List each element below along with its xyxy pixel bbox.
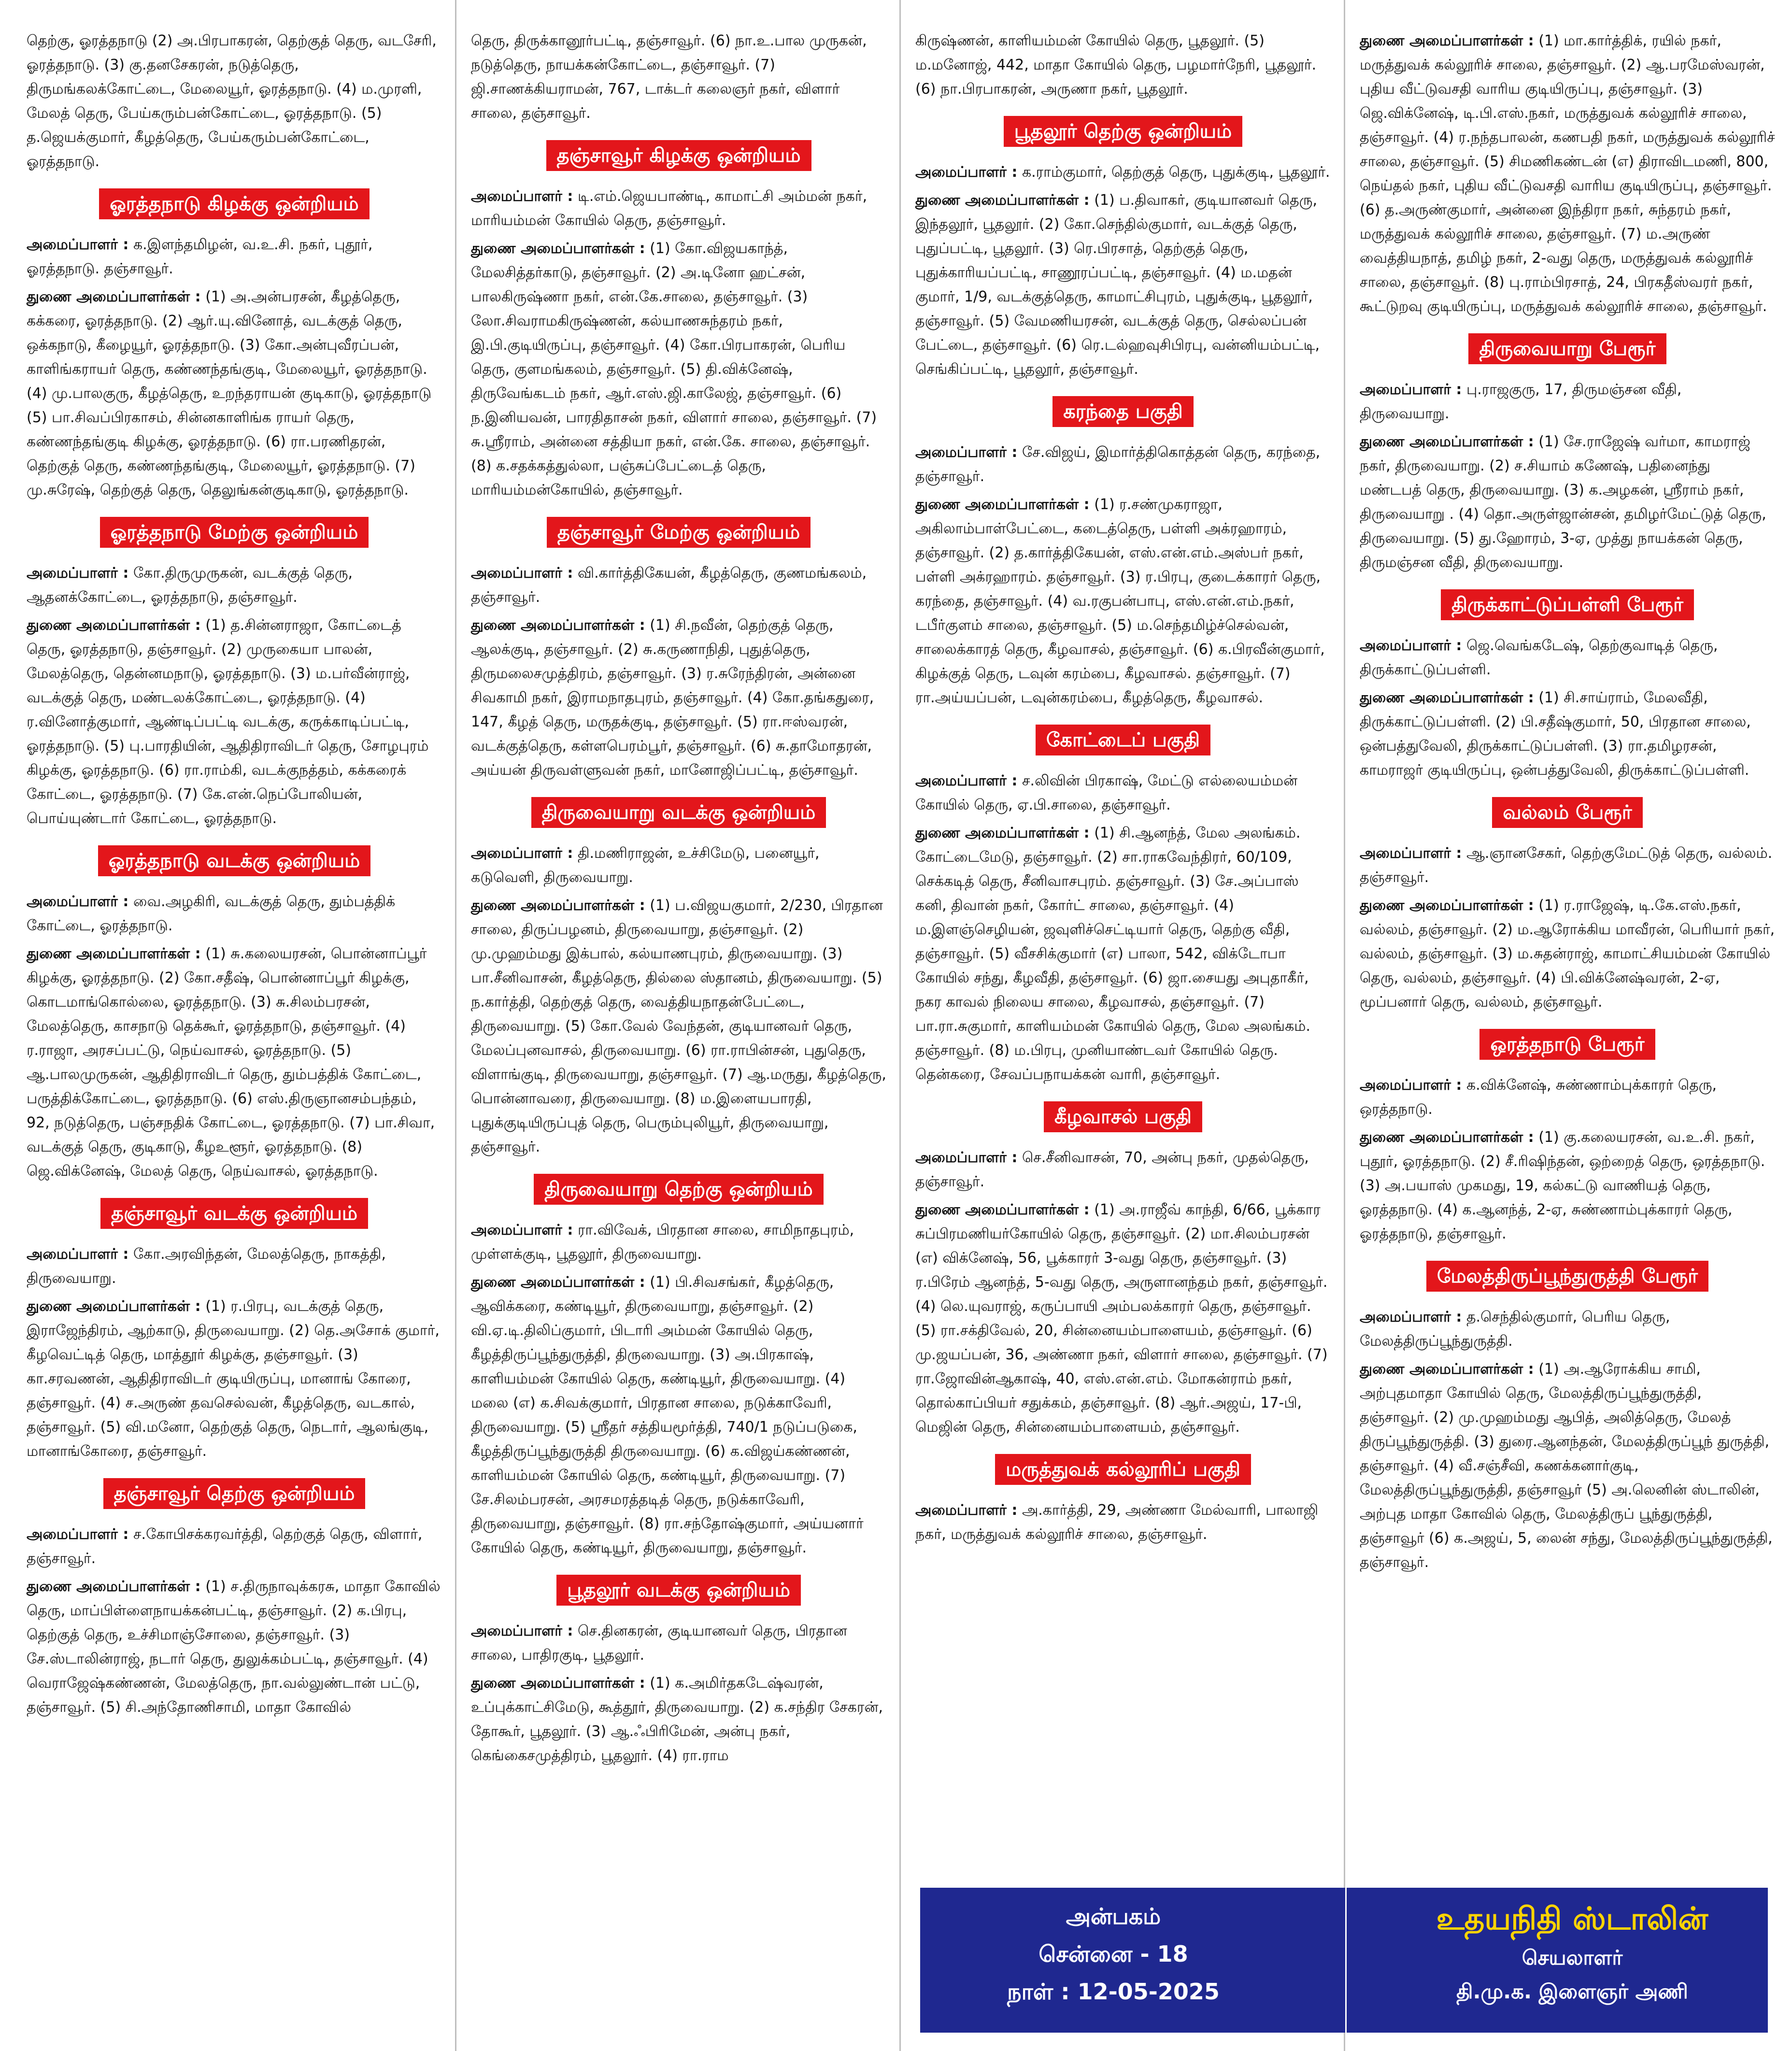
section-heading: பூதலூர் தெற்கு ஒன்றியம் [915, 116, 1331, 147]
section [27, 845, 442, 1183]
organizer-entry: அமைப்பாளர் : க.இளந்தமிழன், வ.உ.சி. நகர், புதூர், ஓரத்தநாடு. தஞ்சாவூர். [27, 236, 373, 277]
section-heading: பூதலூர் வடக்கு ஒன்றியம் [471, 1575, 886, 1606]
column-3 [915, 29, 1331, 1551]
section-heading: கீழவாசல் பகுதி [915, 1101, 1331, 1132]
column-divider [899, 0, 901, 2051]
deputy-entry: துணை அமைப்பாளர்கள் : (1) ர.சண்முகராஜா, அகிலாம்பாள்பேட்டை, கடைத்தெரு, பள்ளி அக்ரஹாரம், தஞ்சாவூர். (2) த.கார்த்திகேயன், எஸ்.என்.எம்.அஸ்பர் நகர், பள்ளி அக்ரஹாரம். தஞ்சாவூர். (3) ர.பிரபு, குடைக்காரர் தெரு, கரந்தை, தஞ்சாவூர். (4) வ.ரகுபன்பாபு, எஸ்.என்.எம்.நகர், டபீர்குளம் சாலை, தஞ்சாவூர். (5) ம.செந்தமிழ்ச்செல்வன், சாலைக்காரத் தெரு, கீழவாசல், தஞ்சாவூர். (6) க.பிரவீன்குமார், கிழக்குத் தெரு, டவுன் கரம்பை, கீழவாசல். தஞ்சாவூர். (7) ரா.அய்யப்பன், டவுன்கரம்பை, கீழத்தெரு, கீழவாசல். [915, 496, 1325, 706]
organizer-entry: அமைப்பாளர் : த.செந்தில்குமார், பெரிய தெரு, மேலத்திருப்பூந்துருத்தி. [1360, 1309, 1670, 1350]
deputy-entry: துணை அமைப்பாளர்கள் : (1) சே.ராஜேஷ் வர்மா, காமராஜ் நகர், திருவையாறு. (2) ச.சியாம் கணேஷ், பதினைந்து மண்டபத் தெரு, திருவையாறு. (3) க.அழகன், ஸ்ரீராம் நகர், திருவையாறு . (4) தொ.அருள்ஜான்சன், தமிழர்மேட்டுத் தெரு, திருவையாறு. (5) து.ஹோரம், 3-ஏ, முத்து நாயக்கன் தெரு, திருமஞ்சன வீதி, திருவையாறு. [1360, 433, 1766, 571]
organizer-entry: அமைப்பாளர் : கோ.திருமுருகன், வடக்குத் தெரு, ஆதனக்கோட்டை, ஓரத்தநாடு, தஞ்சாவூர். [27, 565, 353, 606]
deputy-entry: துணை அமைப்பாளர்கள் : (1) த.சின்னராஜா, கோட்டைத் தெரு, ஓரத்தநாடு, தஞ்சாவூர். (2) முருகையா பாலன், மேலத்தெரு, தென்னமநாடு, ஓரத்தநாடு. (3) ம.பர்வீன்ராஜ், வடக்குத் தெரு, மண்டலக்கோட்டை, ஓரத்தநாடு. (4) ர.வினோத்குமார், ஆண்டிப்பட்டி வடக்கு, கருக்காடிப்பட்டி, ஓரத்தநாடு. (5) பு.பாரதியின், ஆதிதிராவிடர் தெரு, சோழபுரம் கிழக்கு, ஓரத்தநாடு. (6) ரா.ராம்கி, வடக்குநத்தம், கக்கரைக் கோட்டை, ஓரத்தநாடு. (7) கே.என்.நெப்போலியன், பொய்யுண்டார் கோட்டை, ஓரத்தநாடு. [27, 617, 429, 827]
continued-text: கிருஷ்ணன், காளியம்மன் கோயில் தெரு, பூதலூர். (5) ம.மனோஜ், 442, மாதா கோயில் தெரு, பழமார்நேரி, பூதலூர். (6) நா.பிரபாகரன், அருணா நகர், பூதலூர். [915, 32, 1317, 98]
organizer-entry: அமைப்பாளர் : தி.மணிராஜன், உச்சிமேடு, பனையூர், கடுவெளி, திருவையாறு. [471, 845, 820, 886]
organizer-entry: அமைப்பாளர் : ஜெ.வெங்கடேஷ், தெற்குவாடித் தெரு, திருக்காட்டுப்பள்ளி. [1360, 637, 1718, 678]
column-divider [1344, 0, 1345, 2051]
office-name: அன்பகம் [1066, 1903, 1161, 1929]
deputy-entry: துணை அமைப்பாளர்கள் : (1) கோ.விஜயகாந்த், மேலசித்தர்காடு, தஞ்சாவூர். (2) அ.டினோ ஹட்சன், பாலகிருஷ்ணா நகர், என்.கே.சாலை, தஞ்சாவூர். (3) லோ.சிவராமகிருஷ்ணன், கல்யாணசுந்தரம் நகர், இ.பி.குடியிருப்பு, தஞ்சாவூர். (4) கோ.பிரபாகரன், பெரிய தெரு, குளமங்கலம், தஞ்சாவூர். (5) தி.விக்னேஷ், திருவேங்கடம் நகர், ஆர்.எஸ்.ஜி.காலேஜ், தஞ்சாவூர். (6) ந.இனியவன், பாரதிதாசன் நகர், விளார் சாலை, தஞ்சாவூர். (7) சு.ஸ்ரீராம், அன்னை சத்தியா நகர், என்.கே. சாலை, தஞ்சாவூர். (8) க.சதக்கத்துல்லா, பஞ்சுப்பேட்டைத் தெரு, மாரியம்மன்கோயில், தஞ்சாவூர். [471, 240, 877, 499]
section [915, 396, 1331, 710]
section [915, 725, 1331, 1087]
section [915, 1454, 1331, 1547]
section [1360, 333, 1775, 575]
signatory-org: தி.மு.க. இளைஞர் அணி [1456, 1980, 1688, 2003]
section [27, 517, 442, 831]
section [915, 1101, 1331, 1439]
section [471, 1575, 886, 1768]
section [1360, 1261, 1775, 1575]
continued-text: தெரு, திருக்கானூர்பட்டி, தஞ்சாவூர். (6) நா.உ.பால முருகன், நடுத்தெரு, நாயக்கன்கோட்டை, தஞ்சாவூர். (7) ஜி.சாணக்கியராமன், 767, டாக்டர் கலைஞர் நகர், விளார் சாலை, தஞ்சாவூர். [471, 32, 867, 122]
organizer-entry: அமைப்பாளர் : வி.கார்த்திகேயன், கீழத்தெரு, குணமங்கலம், தஞ்சாவூர். [471, 565, 867, 606]
deputy-entry: துணை அமைப்பாளர்கள் : (1) க.அமிர்தகடேஷ்வரன், உப்புக்காட்சிமேடு, கூத்தூர், திருவையாறு. (2) க.சந்திர சேகரன், தோகூர், பூதலூர். (3) ஆ.ஃபிரிமேன், அன்பு நகர், கெங்கைசமுத்திரம், பூதலூர். (4) ரா.ராம [471, 1675, 883, 1764]
organizer-entry: அமைப்பாளர் : ரா.விவேக், பிரதான சாலை, சாமிநாதபுரம், முள்ளக்குடி, பூதலூர், திருவையாறு. [471, 1222, 854, 1263]
section-heading: கரந்தை பகுதி [915, 396, 1331, 427]
section [27, 1198, 442, 1464]
section [1360, 1029, 1775, 1246]
organizer-entry: அமைப்பாளர் : க.விக்னேஷ், சுண்ணாம்புக்காரர் தெரு, ஒரத்தநாடு. [1360, 1077, 1717, 1118]
section [471, 517, 886, 783]
signatory-name: உதயநிதி ஸ்டாலின் [1436, 1901, 1708, 1937]
deputy-entry: துணை அமைப்பாளர்கள் : (1) கு.கலையரசன், வ.உ.சி. நகர், புதூர், ஓரத்தநாடு. (2) சீ.ரிஷிந்தன், ஒற்றைத் தெரு, ஒரத்தநாடு. (3) அ.பயாஸ் முகமது, 19, கல்கட்டு வாணியத் தெரு, ஓரத்தநாடு. (4) க.ஆனந்த், 2-ஏ, சுண்ணாம்புக்காரர் தெரு, ஓரத்தநாடு, தஞ்சாவூர். [1360, 1129, 1765, 1242]
section-heading: ஒரத்தநாடு பேரூர் [1360, 1029, 1775, 1060]
organizer-entry: அமைப்பாளர் : ஆ.ஞானசேகர், தெற்குமேட்டுத் தெரு, வல்லம். தஞ்சாவூர். [1360, 845, 1773, 886]
signatory-role: செயலாளர் [1522, 1946, 1623, 1969]
section [471, 1174, 886, 1560]
section-heading: தஞ்சாவூர் தெற்கு ஒன்றியம் [27, 1478, 442, 1509]
deputy-entry: துணை அமைப்பாளர்கள் : (1) பி.சிவசங்கர், கீழத்தெரு, ஆவிக்கரை, கண்டியூர், திருவையாறு, தஞ்சாவூர். (2) வி.ஏ.டி.திலிப்குமார், பிடாரி அம்மன் கோயில் தெரு, கீழத்திருப்பூந்துருத்தி, திருவையாறு. (3) அ.பிரகாஷ், காளியம்மன் கோயில் தெரு, கண்டியூர், திருவையாறு. (4) மலை (எ) க.சிவக்குமார், பிரதான சாலை, நடுக்காவேரி, திருவையாறு. (5) ஸ்ரீதர் சத்தியமூர்த்தி, 740/1 நடுப்படுகை, கீழத்திருப்பூந்துருத்தி திருவையாறு. (6) க.விஜய்கண்ணன், காளியம்மன் கோயில் தெரு, கண்டியூர், திருவையாறு. (7) சே.சிலம்பரசன், அரசமரத்தடித் தெரு, நடுக்காவேரி, திருவையாறு, தஞ்சாவூர். (8) ரா.சந்தோஷ்குமார், அய்யனார் கோயில் தெரு, கண்டியூர், திருவையாறு, தஞ்சாவூர். [471, 1274, 864, 1556]
section-heading: திருக்காட்டுப்பள்ளி பேரூர் [1360, 589, 1775, 620]
column-divider [455, 0, 456, 2051]
organizer-entry: அமைப்பாளர் : க.ராம்குமார், தெற்குத் தெரு, புதுக்குடி, பூதலூர். [915, 164, 1330, 181]
deputy-entry: துணை அமைப்பாளர்கள் : (1) மா.கார்த்திக், ரயில் நகர், மருத்துவக் கல்லூரிச் சாலை, தஞ்சாவூர். (2) ஆ.பரமேஸ்வரன், புதிய வீட்டுவசதி வாரிய குடியிருப்பு, தஞ்சாவூர். (3) ஜெ.விக்னேஷ், டி.பி.எஸ்.நகர், மருத்துவக் கல்லூரிச் சாலை, தஞ்சாவூர். (4) ர.நந்தபாலன், கணபதி நகர், மருத்துவக் கல்லூரிச் சாலை, தஞ்சாவூர். (5) சிமணிகண்டன் (எ) திராவிடமணி, 800, நெய்தல் நகர், புதிய வீட்டுவசதி வாரிய குடியிருப்பு, தஞ்சாவூர். (6) த.அருண்குமார், அன்னை இந்திரா நகர், சுந்தரம் நகர், மருத்துவக் கல்லூரிச் சாலை, தஞ்சாவூர். (7) ம.அருண் வைத்தியநாத், தமிழ் நகர், 2-வது தெரு, மருத்துவக் கல்லூரிச் சாலை, தஞ்சாவூர். (8) பு.ராம்பிரசாத், 24, பிரகதீஸ்வரர் நகர், கூட்டுறவு குடியிருப்பு, மருத்துவக் கல்லூரிச் சாலை, தஞ்சாவூர். [1360, 32, 1775, 315]
section [471, 140, 886, 502]
section-heading: ஓரத்தநாடு வடக்கு ஒன்றியம் [27, 845, 442, 876]
organizer-entry: அமைப்பாளர் : அ.கார்த்தி, 29, அண்ணா மேல்வாரி, பாலாஜி நகர், மருத்துவக் கல்லூரிச் சாலை, தஞ்சாவூர். [915, 1502, 1319, 1543]
section-heading: மேலத்திருப்பூந்துருத்தி பேரூர் [1360, 1261, 1775, 1292]
section [471, 797, 886, 1159]
section-heading: வல்லம் பேரூர் [1360, 797, 1775, 828]
section-heading: ஓரத்தநாடு மேற்கு ஒன்றியம் [27, 517, 442, 548]
section-heading: கோட்டைப் பகுதி [915, 725, 1331, 755]
organizer-entry: அமைப்பாளர் : வை.அழகிரி, வடக்குத் தெரு, தும்பத்திக் கோட்டை, ஓரத்தநாடு. [27, 893, 396, 934]
deputy-entry: துணை அமைப்பாளர்கள் : (1) சி.ஆனந்த், மேல அலங்கம். கோட்டைமேடு, தஞ்சாவூர். (2) சா.ராகவேந்திரர், 60/109, செக்கடித் தெரு, சீனிவாசபுரம். தஞ்சாவூர். (3) சே.அப்பாஸ் கனி, திவான் நகர், கோர்ட் சாலை, தஞ்சாவூர். (4) ம.இளஞ்செழியன், ஜவுளிச்செட்டியார் தெரு, தெற்கு வீதி, தஞ்சாவூர். (5) வீசசிக்குமார் (எ) பாலா, 542, விக்டோபா கோயில் சந்து, கீழவீதி, தஞ்சாவூர். (6) ஜா.சையது அபுதாகீர், நகர காவல் நிலைய சாலை, கீழவாசல், தஞ்சாவூர். (7) பா.ரா.சுகுமார், காளியம்மன் கோயில் தெரு, மேல அலங்கம். தஞ்சாவூர். (8) ம.பிரபு, முனியாண்டவர் கோயில் தெரு. தென்கரை, சேவப்பநாயக்கன் வாரி, தஞ்சாவூர். [915, 825, 1310, 1083]
column-2 [471, 29, 886, 1772]
continued-text: தெற்கு, ஓரத்தநாடு (2) அ.பிரபாகரன், தெற்குத் தெரு, வடசேரி, ஓரத்தநாடு. (3) கு.தனசேகரன், நடுத்தெரு, திருமங்கலக்கோட்டை, மேலையூர், ஓரத்தநாடு. (4) ம.முரளி, மேலத் தெரு, பேய்கரும்பன்கோட்டை, ஓரத்தநாடு. (5) த.ஜெயக்குமார், கீழத்தெரு, பேய்கரும்பன்கோட்டை, ஓரத்தநாடு. [27, 32, 437, 170]
section-heading: மருத்துவக் கல்லூரிப் பகுதி [915, 1454, 1331, 1485]
signature-box [920, 1888, 1768, 2033]
deputy-entry: துணை அமைப்பாளர்கள் : (1) சு.கலையரசன், பொன்னாப்பூர் கிழக்கு, ஓரத்தநாடு. (2) கோ.சதீஷ், பொன்னாப்பூர் கிழக்கு, கொடமாங்கொல்லை, ஓரத்தநாடு. (3) சு.சிலம்பரசன், மேலத்தெரு, காசநாடு தெக்கூர், ஓரத்தநாடு, தஞ்சாவூர். (4) ர.ராஜா, அரசப்பட்டு, நெய்வாசல், ஓரத்தநாடு. (5) ஆ.பாலமுருகன், ஆதிதிராவிடர் தெரு, தும்பத்திக் கோட்டை, பருத்திக்கோட்டை, ஓரத்தநாடு. (6) எஸ்.திருஞானசம்பந்தம், 92, நடுத்தெரு, பஞ்சநதிக் கோட்டை, ஓரத்தநாடு. (7) பா.சிவா, வடக்குத் தெரு, குடிகாடு, கீழஉளூர், ஓரத்தநாடு. (8) ஜெ.விக்னேஷ், மேலத் தெரு, நெய்வாசல், ஓரத்தநாடு. [27, 945, 435, 1180]
section [915, 116, 1331, 382]
section [1360, 589, 1775, 783]
column-1 [27, 29, 442, 1723]
deputy-entry: துணை அமைப்பாளர்கள் : (1) ப.விஜயகுமார், 2/230, பிரதான சாலை, திருப்பழனம், திருவையாறு, தஞ்சாவூர். (2) மு.முஹம்மது இக்பால், கல்யாணபுரம், திருவையாறு. (3) பா.சீனிவாசன், கீழத்தெரு, தில்லை ஸ்தானம், திருவையாறு. (5) ந.கார்த்தி, தெற்குத் தெரு, வைத்தியநாதன்பேட்டை, திருவையாறு. (5) கோ.வேல் வேந்தன், குடியானவர் தெரு, மேலப்புனவாசல், திருவையாறு. (6) ரா.ராபின்சன், புதுதெரு, விளாங்குடி, திருவையாறு, தஞ்சாவூர். (7) ஆ.மருது, கீழத்தெரு, பொன்னாவரை, திருவையாறு. (8) ம.இளையபாரதி, புதுக்குடியிருப்புத் தெரு, பெரும்புலியூர், திருவையாறு, தஞ்சாவூர். [471, 897, 886, 1155]
deputy-entry: துணை அமைப்பாளர்கள் : (1) ச.திருநாவுக்கரசு, மாதா கோவில் தெரு, மாப்பிள்ளைநாயக்கன்பட்டி, தஞ்சாவூர். (2) க.பிரபு, தெற்குத் தெரு, உச்சிமாஞ்சோலை, தஞ்சாவூர். (3) சே.ஸ்டாலின்ராஜ், நடார் தெரு, துலுக்கம்பட்டி, தஞ்சாவூர். (4) வெராஜேஷ்கண்ணன், மேலத்தெரு, நா.வல்லுண்டான் பட்டு, தஞ்சாவூர். (5) சி.அந்தோணிசாமி, மாதா கோவில் [27, 1578, 441, 1716]
section-heading: ஓரத்தநாடு கிழக்கு ஒன்றியம் [27, 188, 442, 219]
organizer-entry: அமைப்பாளர் : சே.விஜய், இமார்த்திகொத்தன் தெரு, கரந்தை, தஞ்சாவூர். [915, 444, 1321, 485]
section [27, 1478, 442, 1720]
deputy-entry: துணை அமைப்பாளர்கள் : (1) சி.சாய்ராம், மேலவீதி, திருக்காட்டுப்பள்ளி. (2) பி.சதீஷ்குமார், 50, பிரதான சாலை, ஒன்பத்துவேலி, திருக்காட்டுப்பள்ளி. (3) ரா.தமிழரசன், காமராஜர் குடியிருப்பு, ஒன்பத்துவேலி, திருக்காட்டுப்பள்ளி. [1360, 689, 1751, 779]
deputy-entry: துணை அமைப்பாளர்கள் : (1) அ.அன்பரசன், கீழத்தெரு, கக்கரை, ஓரத்தநாடு. (2) ஆர்.யு.வினோத், வடக்குத் தெரு, ஒக்கநாடு, கீழையூர், ஓரத்தநாடு. (3) கோ.அன்புவீரப்பன், காளிங்கராயர் தெரு, கண்ணந்தங்குடி, மேலையூர், ஓரத்தநாடு. (4) மு.பாலகுரு, கீழத்தெரு, உறந்தராயன் குடிகாடு, ஓரத்தநாடு (5) பா.சிவப்பிரகாசம், சின்னகாளிங்க ராயர் தெரு, கண்ணந்தங்குடி கிழக்கு, ஓரத்தநாடு. (6) ரா.பரணிதரன், தெற்குத் தெரு, கண்ணந்தங்குடி, மேலையூர், ஓரத்தநாடு. (7) மு.சுரேஷ், தெற்குத் தெரு, தெலுங்கன்குடிகாடு, ஓரத்தநாடு. [27, 288, 432, 499]
deputy-entry: துணை அமைப்பாளர்கள் : (1) ப.திவாகர், குடியானவர் தெரு, இந்தலூர், பூதலூர். (2) கோ.செந்தில்குமார், வடக்குத் தெரு, புதுப்பட்டி, பூதலூர். (3) ரெ.பிரசாத், தெற்குத் தெரு, புதுக்காரியப்பட்டி, சாணூரப்பட்டி, தஞ்சாவூர். (4) ம.மதன் குமார், 1/9, வடக்குத்தெரு, காமாட்சிபுரம், புதுக்குடி, பூதலூர், தஞ்சாவூர். (5) வேமணியரசன், வடக்குத் தெரு, செல்லப்பன் பேட்டை, தஞ்சாவூர். (6) ரெ.டல்ஹவுசிபிரபு, வன்னியம்பட்டி, செங்கிப்பட்டி, பூதலூர், தஞ்சாவூர். [915, 192, 1320, 378]
issue-details [920, 1897, 1307, 2010]
organizer-entry: அமைப்பாளர் : செ.சீனிவாசன், 70, அன்பு நகர், முதல்தெரு, தஞ்சாவூர். [915, 1149, 1309, 1190]
deputy-entry: துணை அமைப்பாளர்கள் : (1) ர.பிரபு, வடக்குத் தெரு, இராஜேந்திரம், ஆற்காடு, திருவையாறு. (2) தெ.அசோக் குமார், கீழவெட்டித் தெரு, மாத்தூர் கிழக்கு, தஞ்சாவூர். (3) கா.சரவணன், ஆதிதிராவிடர் குடியிருப்பு, மானாங் கோரை, தஞ்சாவூர். (4) ச.அருண் தவசெல்வன், கீழத்தெரு, வடகால், தஞ்சாவூர். (5) வி.மனோ, தெற்குத் தெரு, நெடார், ஆலங்குடி, மானாங்கோரை, தஞ்சாவூர். [27, 1298, 440, 1460]
footer-divider [1345, 1888, 1347, 2033]
organizer-entry: அமைப்பாளர் : பு.ராஜகுரு, 17, திருமஞ்சன வீதி, திருவையாறு. [1360, 381, 1682, 422]
issue-date: நாள் : 12-05-2025 [1007, 1979, 1220, 2005]
section-heading: திருவையாறு தெற்கு ஒன்றியம் [471, 1174, 886, 1205]
organizer-entry: அமைப்பாளர் : டி.எம்.ஜெயபாண்டி, காமாட்சி அம்மன் நகர், மாரியம்மன் கோயில் தெரு, தஞ்சாவூர். [471, 188, 868, 229]
deputy-entry: துணை அமைப்பாளர்கள் : (1) ர.ராஜேஷ், டி.கே.எஸ்.நகர், வல்லம், தஞ்சாவூர். (2) ம.ஆரோக்கிய மாவீரன், பெரியார் நகர், வல்லம், தஞ்சாவூர். (3) ம.சுதன்ராஜ், காமாட்சியம்மன் கோயில் தெரு, வல்லம், தஞ்சாவூர். (4) பி.விக்னேஷ்வரன், 2-ஏ, மூப்பனார் தெரு, வல்லம், தஞ்சாவூர். [1360, 897, 1775, 1011]
section-heading: தஞ்சாவூர் கிழக்கு ஒன்றியம் [471, 140, 886, 171]
signatory [1394, 1897, 1751, 2008]
organizer-entry: அமைப்பாளர் : ச.லிவின் பிரகாஷ், மேட்டு எல்லையம்மன் கோயில் தெரு, ஏ.பி.சாலை, தஞ்சாவூர். [915, 772, 1298, 813]
column-4 [1360, 29, 1775, 1579]
organizer-entry: அமைப்பாளர் : ச.கோபிசக்கரவர்த்தி, தெற்குத் தெரு, விளார், தஞ்சாவூர். [27, 1526, 423, 1567]
organizer-entry: அமைப்பாளர் : கோ.அரவிந்தன், மேலத்தெரு, நாகத்தி, திருவையாறு. [27, 1246, 386, 1287]
section [1360, 797, 1775, 1014]
deputy-entry: துணை அமைப்பாளர்கள் : (1) அ.ராஜீவ் காந்தி, 6/66, பூக்கார சுப்பிரமணியர்கோயில் தெரு, தஞ்சாவூர். (2) மா.சிலம்பரசன் (எ) விக்னேஷ், 56, பூக்காரர் 3-வது தெரு, தஞ்சாவூர். (3) ர.பிரேம் ஆனந்த், 5-வது தெரு, அருளானந்தம் நகர், தஞ்சாவூர். (4) லெ.யுவராஜ், கருப்பாயி அம்பலக்காரர் தெரு, தஞ்சாவூர். (5) ரா.சக்திவேல், 20, சின்னையம்பாளையம், தஞ்சாவூர். (6) மு.ஜயப்பன், 36, அண்ணா நகர், விளார் சாலை, தஞ்சாவூர். (7) ரா.ஜோவின்ஆகாஷ், 40, எஸ்.என்.எம். மோகன்ராம் நகர், தொல்காப்பியர் சதுக்கம், தஞ்சாவூர். (8) ஆர்.அஜய், 17-பி, மெஜின் தெரு, சின்னையம்பாளையம், தஞ்சாவூர். [915, 1201, 1328, 1436]
section-heading: திருவையாறு பேரூர் [1360, 333, 1775, 364]
section-heading: திருவையாறு வடக்கு ஒன்றியம் [471, 797, 886, 828]
deputy-entry: துணை அமைப்பாளர்கள் : (1) அ.ஆரோக்கிய சாமி, அற்புதமாதா கோயில் தெரு, மேலத்திருப்பூந்துருத்தி, தஞ்சாவூர். (2) மு.முஹம்மது ஆபித், அலித்தெரு, மேலத் திருப்பூந்துருத்தி. (3) துரை.ஆனந்தன், மேலத்திருப்பூந் துருத்தி, தஞ்சாவூர். (4) வீ.சஞ்சீவி, கணக்கனார்குடி, மேலத்திருப்பூந்துருத்தி, தஞ்சாவூர் (5) அ.லெனின் ஸ்டாலின், அற்புத மாதா கோவில் தெரு, மேலத்திருப் பூந்துருத்தி, தஞ்சாவூர் (6) க.அஜய், 5, லைன் சந்து, மேலத்திருப்பூந்துருத்தி, தஞ்சாவூர். [1360, 1361, 1773, 1571]
organizer-entry: அமைப்பாளர் : செ.தினகரன், குடியானவர் தெரு, பிரதான சாலை, பாதிரகுடி, பூதலூர். [471, 1623, 847, 1664]
section-heading: தஞ்சாவூர் வடக்கு ஒன்றியம் [27, 1198, 442, 1229]
section-heading: தஞ்சாவூர் மேற்கு ஒன்றியம் [471, 517, 886, 548]
city: சென்னை - 18 [1038, 1941, 1188, 1967]
section [27, 188, 442, 502]
deputy-entry: துணை அமைப்பாளர்கள் : (1) சி.நவீன், தெற்குத் தெரு, ஆலக்குடி, தஞ்சாவூர். (2) சு.கருணாநிதி, புதுத்தெரு, திருமலைசமுத்திரம், தஞ்சாவூர். (3) ர.சுரேந்திரன், அன்னை சிவகாமி நகர், இராமநாதபுரம், தஞ்சாவூர். (4) கோ.தங்கதுரை, 147, கீழத் தெரு, மருதக்குடி, தஞ்சாவூர். (5) ரா.ஈஸ்வரன், வடக்குத்தெரு, கள்ளபெரம்பூர், தஞ்சாவூர். (6) சு.தாமோதரன், அய்யன் திருவள்ளுவன் நகர், மானோஜிப்பட்டி, தஞ்சாவூர். [471, 617, 874, 779]
